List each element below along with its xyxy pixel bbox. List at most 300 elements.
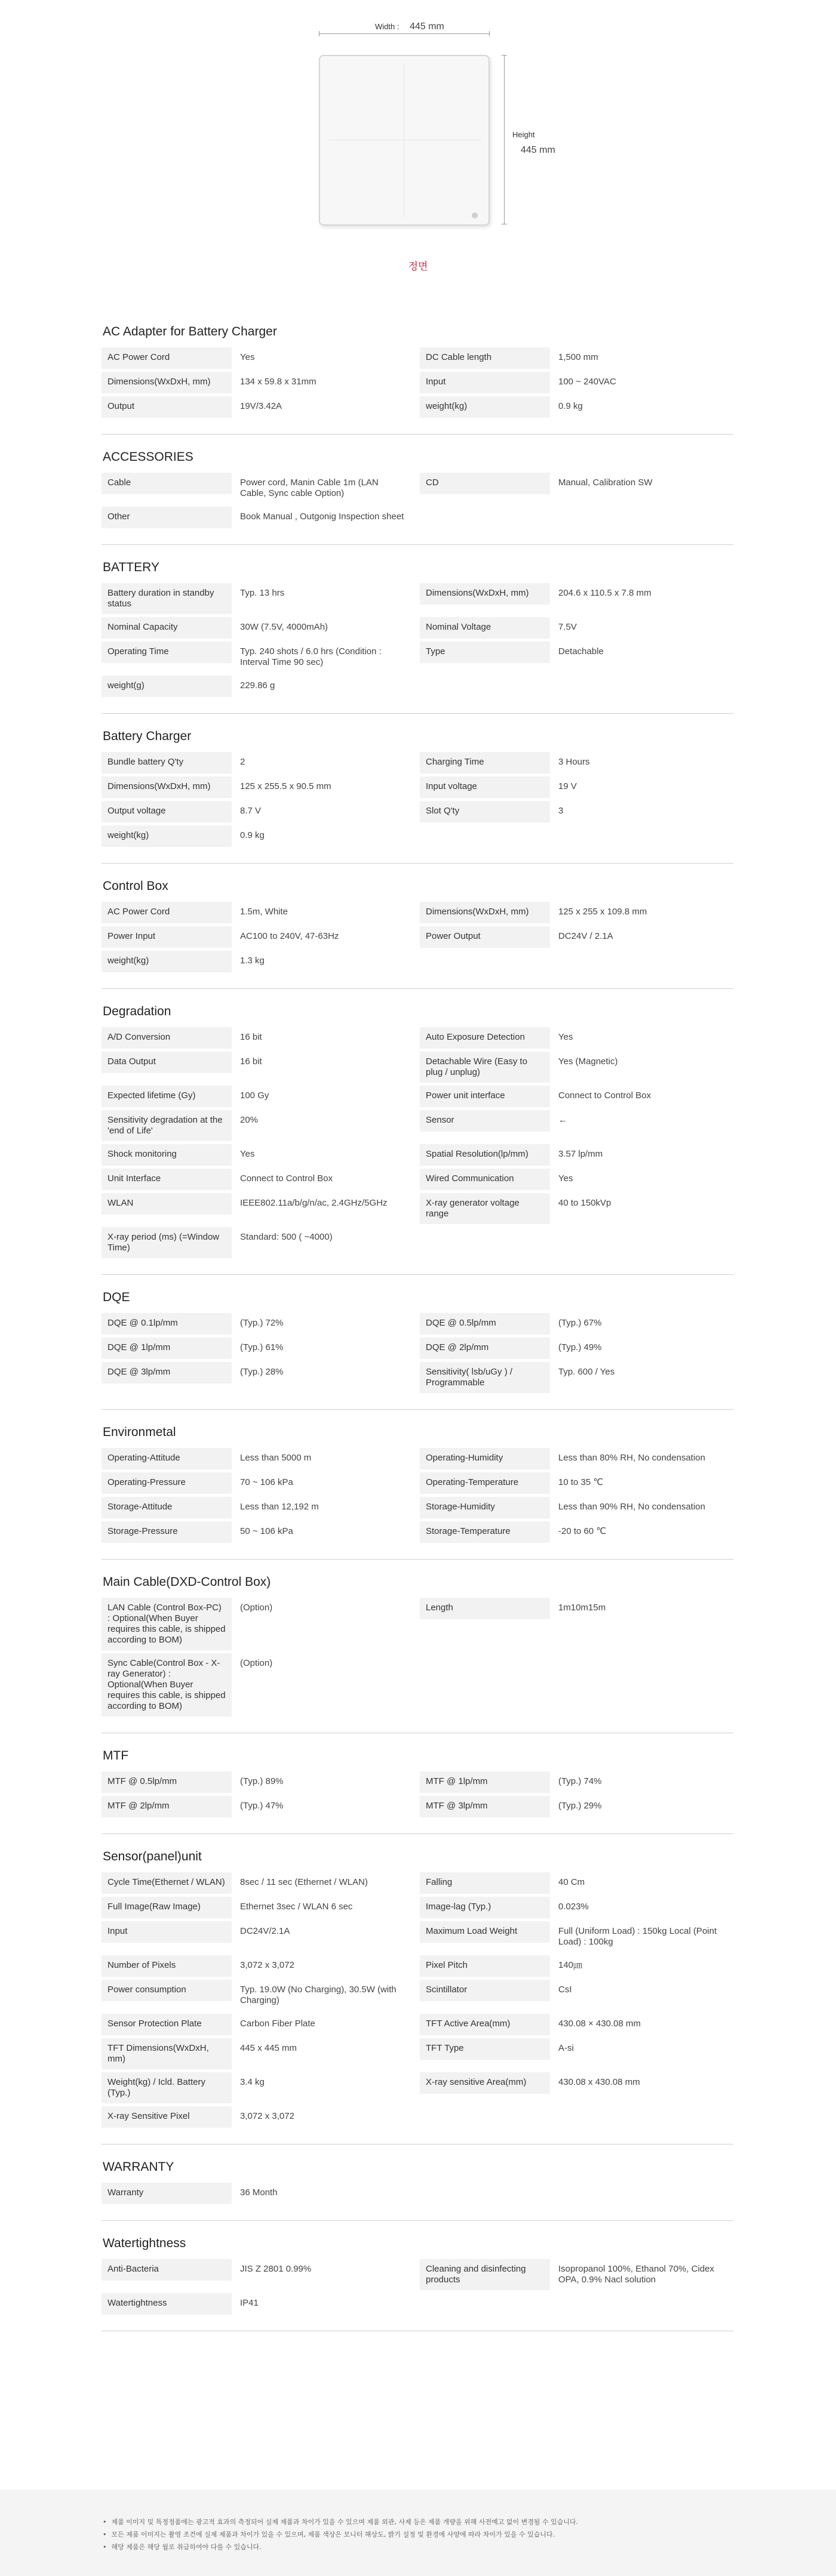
spec-label: Full Image(Raw Image) bbox=[102, 1897, 232, 1918]
spec-row bbox=[102, 347, 415, 369]
spec-value: (Option) bbox=[240, 1603, 273, 1613]
spec-value: 50 ~ 106 kPa bbox=[240, 1526, 293, 1536]
spec-row bbox=[102, 1921, 415, 1952]
spec-label: Anti-Bacteria bbox=[102, 2259, 232, 2281]
spec-label: MTF @ 3lp/mm bbox=[420, 1796, 550, 1817]
spec-value: (Typ.) 49% bbox=[558, 1342, 602, 1352]
spec-value: CsI bbox=[558, 1985, 572, 1995]
spec-row bbox=[420, 1472, 733, 1494]
spec-row bbox=[102, 1313, 415, 1335]
spec-label: Length bbox=[420, 1598, 550, 1619]
spec-label: X-ray period (ms) (=Window Time) bbox=[102, 1227, 232, 1258]
spec-label: weight(kg) bbox=[102, 825, 232, 847]
spec-value: 70 ~ 106 kPa bbox=[240, 1477, 293, 1487]
spec-row bbox=[102, 1980, 415, 2011]
spec-value: 16 bit bbox=[240, 1056, 262, 1067]
spec-row bbox=[420, 1771, 733, 1793]
spec-row bbox=[420, 372, 733, 393]
spec-row bbox=[102, 2072, 415, 2103]
section-title: Main Cable(DXD-Control Box) bbox=[103, 1575, 271, 1589]
spec-value: Typ. 600 / Yes bbox=[558, 1367, 615, 1377]
spec-rows bbox=[102, 1313, 733, 1396]
spec-row bbox=[102, 1598, 415, 1650]
spec-label: Sensor bbox=[420, 1110, 550, 1132]
section-title: MTF bbox=[103, 1749, 129, 1762]
spec-value: Typ. 19.0W (No Charging), 30.5W (with Charging) bbox=[240, 1985, 397, 2005]
spec-label: X-ray generator voltage range bbox=[420, 1193, 550, 1224]
spec-value: 7.5V bbox=[558, 622, 577, 632]
spec-value: Connect to Control Box bbox=[240, 1173, 333, 1184]
spec-value: 125 x 255.5 x 90.5 mm bbox=[240, 781, 331, 791]
spec-label: Other bbox=[102, 507, 232, 528]
spec-label: Maximum Load Weight bbox=[420, 1921, 550, 1943]
spec-value: AC100 to 240V, 47-63Hz bbox=[240, 931, 339, 941]
spec-value: 430.08 × 430.08 mm bbox=[558, 2019, 641, 2029]
spec-value: DC24V/2.1A bbox=[240, 1926, 290, 1936]
spec-label: Number of Pixels bbox=[102, 1955, 232, 1977]
spec-value: Less than 12,192 m bbox=[240, 1502, 319, 1512]
spec-row bbox=[102, 1338, 415, 1359]
spec-label: Input voltage bbox=[420, 777, 550, 798]
spec-value: 2 bbox=[240, 757, 245, 767]
spec-row bbox=[102, 473, 415, 504]
spec-row bbox=[420, 473, 733, 504]
spec-label: Power consumption bbox=[102, 1980, 232, 2001]
spec-value: (Typ.) 72% bbox=[240, 1318, 284, 1328]
section-title: Control Box bbox=[103, 879, 168, 893]
width-value: 445 mm bbox=[410, 21, 444, 32]
spec-row bbox=[102, 676, 415, 697]
spec-row bbox=[102, 1193, 415, 1224]
spec-label: DQE @ 1lp/mm bbox=[102, 1338, 232, 1359]
spec-row bbox=[420, 642, 733, 673]
spec-value: Yes bbox=[558, 1173, 573, 1184]
spec-row bbox=[102, 801, 415, 822]
spec-value: 445 x 445 mm bbox=[240, 2043, 297, 2053]
spec-label: Scintillator bbox=[420, 1980, 550, 2001]
spec-row bbox=[420, 801, 733, 822]
disclaimer-notes bbox=[0, 2489, 836, 2576]
spec-label: MTF @ 1lp/mm bbox=[420, 1771, 550, 1793]
spec-row bbox=[102, 1497, 415, 1518]
spec-label: Unit Interface bbox=[102, 1169, 232, 1190]
spec-row bbox=[102, 752, 415, 774]
spec-row bbox=[102, 617, 415, 639]
spec-label: Nominal Capacity bbox=[102, 617, 232, 639]
spec-section bbox=[102, 2236, 733, 2331]
spec-value: Yes bbox=[240, 1149, 255, 1159]
spec-value: Typ. 240 shots / 6.0 hrs (Condition : Interval Time 90 sec) bbox=[240, 646, 382, 667]
spec-section bbox=[102, 1425, 733, 1560]
spec-rows bbox=[102, 1771, 733, 1820]
spec-value: Full (Uniform Load) : 150kg Local (Point Load) : 100kg bbox=[558, 1926, 717, 1947]
spec-value: A-si bbox=[558, 2043, 574, 2053]
spec-row bbox=[420, 2072, 733, 2103]
spec-row bbox=[102, 1521, 415, 1543]
spec-row bbox=[420, 1362, 733, 1393]
width-label-text: Width bbox=[375, 22, 395, 31]
spec-value: Book Manual , Outgonig Inspection sheet bbox=[240, 511, 404, 522]
spec-row bbox=[420, 2038, 733, 2069]
spec-label: Detachable Wire (Easy to plug / unplug) bbox=[420, 1052, 550, 1083]
spec-section bbox=[102, 325, 733, 435]
spec-value: -20 to 60 ℃ bbox=[558, 1526, 607, 1536]
spec-row bbox=[102, 372, 415, 393]
spec-label: Battery duration in standby status bbox=[102, 583, 232, 614]
spec-label: Dimensions(WxDxH, mm) bbox=[102, 372, 232, 393]
spec-row bbox=[102, 1653, 415, 1717]
section-title: Environmetal bbox=[103, 1425, 176, 1439]
spec-row bbox=[420, 1598, 733, 1650]
spec-row bbox=[102, 825, 415, 847]
spec-label: Power Input bbox=[102, 926, 232, 948]
spec-sheet bbox=[102, 325, 733, 2347]
spec-row bbox=[420, 1027, 733, 1049]
spec-value: Power cord, Manin Cable 1m (LAN Cable, Sync cable Option) bbox=[240, 477, 379, 498]
spec-row bbox=[102, 2038, 415, 2069]
spec-section bbox=[102, 1850, 733, 2144]
spec-label: LAN Cable (Control Box-PC) : Optional(When Buyer requires this cable, is shipped according to BOM) bbox=[102, 1598, 232, 1650]
spec-value: 430.08 x 430.08 mm bbox=[558, 2077, 640, 2087]
spec-row bbox=[420, 1497, 733, 1518]
spec-row bbox=[102, 642, 415, 673]
spec-value: 19V/3.42A bbox=[240, 401, 282, 411]
spec-value: 0.9 kg bbox=[558, 401, 583, 411]
spec-section bbox=[102, 1749, 733, 1834]
spec-rows bbox=[102, 902, 733, 975]
spec-value: 3,072 x 3,072 bbox=[240, 2111, 294, 2121]
spec-value: 3 bbox=[558, 806, 564, 816]
spec-value: 19 V bbox=[558, 781, 577, 791]
spec-value: Connect to Control Box bbox=[558, 1090, 651, 1101]
spec-label: Storage-Temperature bbox=[420, 1521, 550, 1543]
spec-label: Charging Time bbox=[420, 752, 550, 774]
spec-value: 40 Cm bbox=[558, 1877, 585, 1887]
spec-value: Standard: 500 ( ~4000) bbox=[240, 1232, 333, 1242]
section-title: BATTERY bbox=[103, 560, 159, 574]
spec-label: Input bbox=[420, 372, 550, 393]
height-dimension-label bbox=[512, 130, 564, 161]
spec-value: 100 Gy bbox=[240, 1090, 269, 1101]
spec-label: DQE @ 3lp/mm bbox=[102, 1362, 232, 1383]
spec-label: Expected lifetime (Gy) bbox=[102, 1086, 232, 1107]
spec-value: 3,072 x 3,072 bbox=[240, 1960, 294, 1970]
spec-value: 3.4 kg bbox=[240, 2077, 265, 2087]
spec-value: (Typ.) 61% bbox=[240, 1342, 284, 1352]
spec-row bbox=[102, 507, 415, 528]
front-view-tab[interactable]: 정면 bbox=[408, 261, 428, 273]
spec-row bbox=[420, 1110, 733, 1141]
spec-row bbox=[102, 777, 415, 798]
spec-label: Input bbox=[102, 1921, 232, 1943]
spec-value: Ethernet 3sec / WLAN 6 sec bbox=[240, 1902, 353, 1912]
spec-row bbox=[420, 1144, 733, 1166]
spec-value: IEEE802.11a/b/g/n/ac, 2.4GHz/5GHz bbox=[240, 1198, 388, 1208]
spec-section bbox=[102, 450, 733, 545]
spec-value: 100 ~ 240VAC bbox=[558, 377, 616, 387]
spec-row bbox=[420, 1796, 733, 1817]
spec-row bbox=[420, 1313, 733, 1335]
height-value: 445 mm bbox=[521, 144, 555, 155]
spec-label: weight(g) bbox=[102, 676, 232, 697]
spec-label: WLAN bbox=[102, 1193, 232, 1215]
spec-value: 30W (7.5V, 4000mAh) bbox=[240, 622, 328, 632]
section-title: Degradation bbox=[103, 1004, 171, 1018]
spec-value: 3 Hours bbox=[558, 757, 590, 767]
spec-rows bbox=[102, 1872, 733, 2131]
spec-row bbox=[420, 1086, 733, 1107]
section-title: Battery Charger bbox=[103, 729, 192, 743]
spec-row bbox=[420, 1448, 733, 1469]
spec-label: Cleaning and disinfecting products bbox=[420, 2259, 550, 2290]
spec-row bbox=[420, 926, 733, 948]
spec-value: Less than 5000 m bbox=[240, 1453, 312, 1463]
spec-value: 40 to 150kVp bbox=[558, 1198, 611, 1208]
spec-value: Manual, Calibration SW bbox=[558, 477, 653, 488]
spec-value: Less than 90% RH, No condensation bbox=[558, 1502, 705, 1512]
spec-row bbox=[102, 2259, 415, 2290]
spec-row bbox=[102, 951, 415, 972]
spec-label: Operating-Attitude bbox=[102, 1448, 232, 1469]
spec-label: Warranty bbox=[102, 2183, 232, 2204]
spec-value: 8.7 V bbox=[240, 806, 262, 816]
spec-row bbox=[420, 752, 733, 774]
spec-value: ← bbox=[558, 1115, 567, 1125]
spec-value: (Typ.) 29% bbox=[558, 1801, 602, 1811]
spec-label: Power Output bbox=[420, 926, 550, 948]
spec-label: TFT Dimensions(WxDxH, mm) bbox=[102, 2038, 232, 2069]
spec-value: (Typ.) 74% bbox=[558, 1776, 602, 1786]
spec-row bbox=[420, 1052, 733, 1083]
spec-row bbox=[102, 1796, 415, 1817]
note-item: • 모든 제품 이미지는 촬영 조건에 실제 제품과 차이가 있을 수 있으며, 제품 색상은 모니터 해상도, 밝기 설정 및 환경에 사양에 따라 차이가 있을 수 있습니다. bbox=[103, 2528, 836, 2541]
spec-label: Sensor Protection Plate bbox=[102, 2014, 232, 2035]
spec-label: Nominal Voltage bbox=[420, 617, 550, 639]
spec-row bbox=[420, 2014, 733, 2035]
panel-logo-icon bbox=[472, 212, 478, 218]
spec-value: Yes (Magnetic) bbox=[558, 1056, 618, 1067]
spec-row bbox=[102, 2183, 415, 2204]
spec-label: DQE @ 0.5lp/mm bbox=[420, 1313, 550, 1335]
section-title: WARRANTY bbox=[103, 2160, 174, 2174]
spec-label: Shock monitoring bbox=[102, 1144, 232, 1166]
spec-label: Spatial Resolution(lp/mm) bbox=[420, 1144, 550, 1166]
spec-value: 3.57 lp/mm bbox=[558, 1149, 603, 1159]
spec-label: Pixel Pitch bbox=[420, 1955, 550, 1977]
spec-value: (Typ.) 28% bbox=[240, 1367, 284, 1377]
spec-label: MTF @ 0.5lp/mm bbox=[102, 1771, 232, 1793]
spec-rows bbox=[102, 1448, 733, 1546]
spec-row bbox=[420, 1872, 733, 1894]
spec-row bbox=[420, 902, 733, 923]
spec-row bbox=[102, 1955, 415, 1977]
detector-panel-image bbox=[319, 55, 490, 226]
spec-value: JIS Z 2801 0.99% bbox=[240, 2264, 312, 2274]
spec-label: Image-lag (Typ.) bbox=[420, 1897, 550, 1918]
spec-value: 229.86 g bbox=[240, 680, 275, 691]
spec-value: 1,500 mm bbox=[558, 352, 598, 362]
spec-rows bbox=[102, 1598, 733, 1720]
spec-row bbox=[102, 1771, 415, 1793]
spec-value: Yes bbox=[558, 1032, 573, 1042]
spec-section bbox=[102, 1290, 733, 1410]
spec-label: AC Power Cord bbox=[102, 902, 232, 923]
spec-row bbox=[420, 1169, 733, 1190]
spec-label: Storage-Attitude bbox=[102, 1497, 232, 1518]
spec-label: DQE @ 0.1lp/mm bbox=[102, 1313, 232, 1335]
height-dimension-line bbox=[504, 55, 505, 224]
spec-row bbox=[102, 2014, 415, 2035]
spec-section bbox=[102, 2160, 733, 2221]
section-title: DQE bbox=[103, 1290, 130, 1304]
spec-label: Sensitivity degradation at the 'end of Life' bbox=[102, 1110, 232, 1141]
spec-section bbox=[102, 879, 733, 989]
spec-value: (Typ.) 47% bbox=[240, 1801, 284, 1811]
spec-rows bbox=[102, 2259, 733, 2318]
spec-row bbox=[420, 1193, 733, 1224]
spec-row bbox=[102, 1872, 415, 1894]
product-dimension-figure bbox=[0, 0, 836, 286]
spec-label: DC Cable length bbox=[420, 347, 550, 369]
spec-value: Less than 80% RH, No condensation bbox=[558, 1453, 705, 1463]
spec-row bbox=[420, 347, 733, 369]
spec-row bbox=[102, 1086, 415, 1107]
spec-value: 140㎛ bbox=[558, 1960, 583, 1970]
spec-value: 0.9 kg bbox=[240, 830, 265, 840]
spec-label: Sensitivity( lsb/uGy ) / Programmable bbox=[420, 1362, 550, 1393]
spec-value: DC24V / 2.1A bbox=[558, 931, 613, 941]
spec-value: 134 x 59.8 x 31mm bbox=[240, 377, 316, 387]
spec-value: Yes bbox=[240, 352, 255, 362]
spec-label: TFT Type bbox=[420, 2038, 550, 2060]
spec-value: Detachable bbox=[558, 646, 604, 657]
spec-row bbox=[102, 1052, 415, 1083]
spec-row bbox=[102, 902, 415, 923]
spec-row bbox=[420, 617, 733, 639]
spec-row bbox=[102, 926, 415, 948]
spec-label: Output bbox=[102, 396, 232, 418]
spec-row bbox=[420, 583, 733, 614]
spec-value: 1.5m, White bbox=[240, 907, 288, 917]
spec-label: weight(kg) bbox=[102, 951, 232, 972]
spec-value: Typ. 13 hrs bbox=[240, 588, 285, 598]
spec-label: Watertightness bbox=[102, 2293, 232, 2315]
spec-label: DQE @ 2lp/mm bbox=[420, 1338, 550, 1359]
spec-label: Wired Communication bbox=[420, 1169, 550, 1190]
spec-row bbox=[102, 2106, 415, 2128]
spec-value: (Option) bbox=[240, 1658, 273, 1668]
spec-value: IP41 bbox=[240, 2298, 259, 2308]
spec-rows bbox=[102, 2183, 733, 2207]
spec-label: Auto Exposure Detection bbox=[420, 1027, 550, 1049]
spec-label: Power unit interface bbox=[420, 1086, 550, 1107]
spec-label: Weight(kg) / Icld. Battery (Typ.) bbox=[102, 2072, 232, 2103]
spec-value: 16 bit bbox=[240, 1032, 262, 1042]
spec-label: Output voltage bbox=[102, 801, 232, 822]
spec-row bbox=[420, 2259, 733, 2290]
height-label-text: Height bbox=[512, 130, 535, 139]
spec-row bbox=[420, 1980, 733, 2011]
note-item: • 제품 이미지 및 특정정품에는 광고적 효과의 측정되어 실제 제품과 차이가 있을 수 있으며 제품 외관, 사제 등은 제품 개량을 위해 사전예고 없이 변경될 수 있습니다. bbox=[103, 2516, 836, 2528]
spec-label: Type bbox=[420, 642, 550, 663]
spec-value: (Typ.) 89% bbox=[240, 1776, 284, 1786]
spec-value: 125 x 255 x 109.8 mm bbox=[558, 907, 647, 917]
spec-label: Dimensions(WxDxH, mm) bbox=[420, 583, 550, 605]
spec-label: Cable bbox=[102, 473, 232, 494]
spec-label: weight(kg) bbox=[420, 396, 550, 418]
section-title: Watertightness bbox=[103, 2236, 186, 2250]
spec-row bbox=[420, 777, 733, 798]
spec-label: TFT Active Area(mm) bbox=[420, 2014, 550, 2035]
spec-value: Carbon Fiber Plate bbox=[240, 2019, 315, 2029]
spec-rows bbox=[102, 583, 733, 700]
spec-label: Data Output bbox=[102, 1052, 232, 1073]
spec-section bbox=[102, 1004, 733, 1275]
spec-row bbox=[420, 1338, 733, 1359]
spec-row bbox=[420, 1955, 733, 1977]
notes-list bbox=[0, 2489, 836, 2553]
spec-label: Storage-Humidity bbox=[420, 1497, 550, 1518]
spec-section bbox=[102, 729, 733, 864]
spec-label: Operating-Pressure bbox=[102, 1472, 232, 1494]
spec-row bbox=[420, 396, 733, 418]
spec-label: Dimensions(WxDxH, mm) bbox=[420, 902, 550, 923]
spec-row bbox=[420, 1521, 733, 1543]
spec-row bbox=[102, 1110, 415, 1141]
spec-row bbox=[102, 1144, 415, 1166]
spec-value: 1m10m15m bbox=[558, 1603, 606, 1613]
spec-row bbox=[102, 1027, 415, 1049]
spec-label: A/D Conversion bbox=[102, 1027, 232, 1049]
width-dimension-label: Width : 445 mm bbox=[373, 21, 455, 32]
spec-rows bbox=[102, 1027, 733, 1261]
spec-section bbox=[102, 560, 733, 714]
spec-label: Operating-Temperature bbox=[420, 1472, 550, 1494]
spec-label: Operating Time bbox=[102, 642, 232, 663]
spec-label: Sync Cable(Control Box - X-ray Generator) : Optional(When Buyer requires this cable, is shipped according to BOM) bbox=[102, 1653, 232, 1717]
spec-value: (Typ.) 67% bbox=[558, 1318, 602, 1328]
note-item: • 해당 제품은 해당 월로 취급하여야 다를 수 있습니다. bbox=[103, 2541, 836, 2553]
section-title: AC Adapter for Battery Charger bbox=[103, 325, 277, 338]
spec-row bbox=[102, 583, 415, 614]
spec-rows bbox=[102, 473, 733, 531]
spec-row bbox=[102, 2293, 415, 2315]
spec-row bbox=[102, 1362, 415, 1393]
spec-value: 0.023% bbox=[558, 1902, 589, 1912]
spec-label: CD bbox=[420, 473, 550, 494]
spec-value: 10 to 35 ℃ bbox=[558, 1477, 604, 1487]
spec-rows bbox=[102, 347, 733, 421]
spec-row bbox=[102, 1472, 415, 1494]
spec-label: Storage-Pressure bbox=[102, 1521, 232, 1543]
spec-label: Operating-Humidity bbox=[420, 1448, 550, 1469]
spec-row bbox=[102, 1227, 415, 1258]
spec-value: 20% bbox=[240, 1115, 259, 1125]
spec-row bbox=[420, 1897, 733, 1918]
spec-label: MTF @ 2lp/mm bbox=[102, 1796, 232, 1817]
spec-row bbox=[102, 396, 415, 418]
spec-rows bbox=[102, 752, 733, 850]
spec-value: Isopropanol 100%, Ethanol 70%, Cidex OPA, 0.9% Nacl solution bbox=[558, 2264, 715, 2285]
spec-label: Dimensions(WxDxH, mm) bbox=[102, 777, 232, 798]
spec-label: Bundle battery Q'ty bbox=[102, 752, 232, 774]
spec-row bbox=[102, 1448, 415, 1469]
spec-row bbox=[102, 1169, 415, 1190]
spec-section bbox=[102, 1575, 733, 1733]
spec-label: AC Power Cord bbox=[102, 347, 232, 369]
section-title: ACCESSORIES bbox=[103, 450, 193, 464]
spec-value: 8sec / 11 sec (Ethernet / WLAN) bbox=[240, 1877, 368, 1887]
